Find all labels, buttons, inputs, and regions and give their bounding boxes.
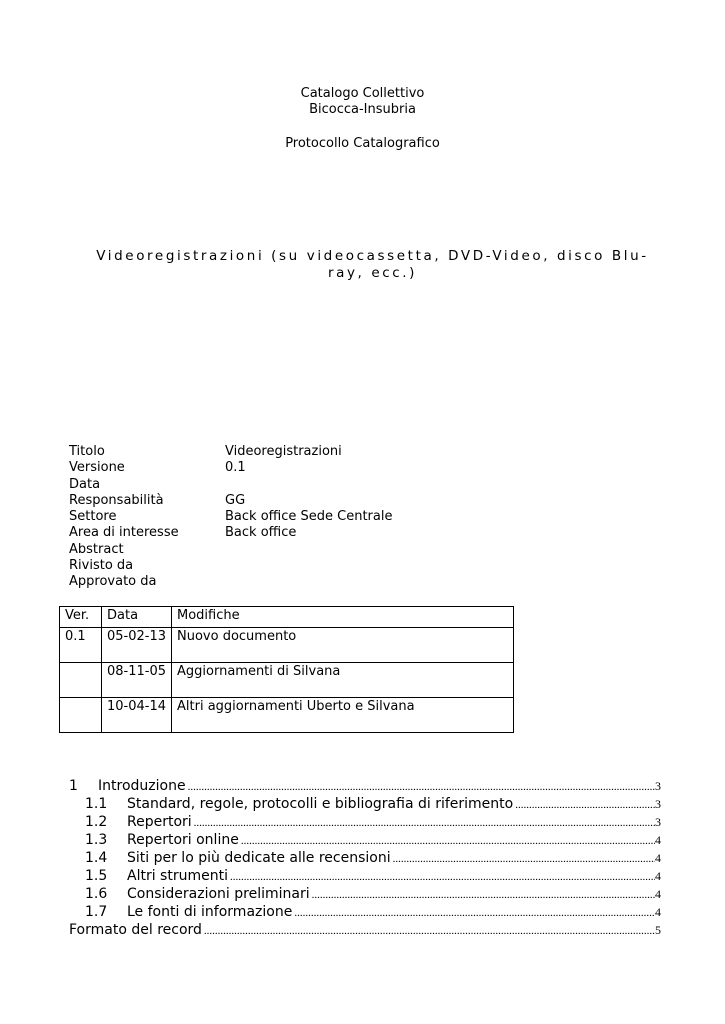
version-table [59, 606, 514, 733]
toc-number: 1.4 [85, 850, 108, 866]
toc-entry[interactable] [69, 850, 661, 868]
toc-page: 5 [655, 923, 661, 937]
table-cell: 0.1 [60, 628, 102, 663]
header-line: Protocollo Catalografico [285, 136, 440, 151]
info-label: Settore [69, 509, 117, 525]
toc-text: Repertori online [127, 832, 239, 848]
info-value: GG [225, 492, 246, 508]
info-row [69, 460, 392, 476]
info-row [69, 493, 392, 509]
info-row [69, 542, 392, 558]
toc-text: Considerazioni preliminari [127, 886, 310, 902]
toc-text: Repertori [127, 814, 192, 830]
table-row [60, 698, 514, 733]
toc-leader [188, 781, 655, 793]
toc-entry[interactable] [69, 796, 661, 814]
info-label: Titolo [69, 444, 105, 459]
info-row [69, 509, 392, 525]
table-of-contents [69, 778, 661, 940]
toc-page: 4 [655, 851, 661, 865]
toc-number: 1.2 [85, 814, 108, 830]
document-title: Videoregistrazioni (su videocassetta, DVD-Video, disco Blu-ray, ecc.) [96, 248, 649, 281]
toc-page: 3 [655, 779, 661, 793]
toc-page: 4 [655, 833, 661, 847]
toc-leader [312, 889, 655, 901]
toc-leader [393, 853, 655, 865]
table-cell: Nuovo documento [172, 628, 514, 663]
toc-leader [515, 799, 655, 811]
info-label: Versione [69, 460, 125, 476]
toc-entry[interactable] [69, 904, 661, 922]
info-label: Abstract [69, 541, 124, 557]
toc-text: Formato del record [69, 922, 202, 938]
info-row [69, 574, 392, 590]
table-cell: 05-02-13 [102, 628, 172, 663]
info-label: Rivisto da [69, 558, 134, 574]
toc-page: 4 [655, 905, 661, 919]
table-cell: 10-04-14 [102, 698, 172, 733]
info-value: Videoregistrazioni [225, 444, 342, 459]
toc-number: 1.6 [85, 886, 108, 902]
info-row [69, 525, 392, 541]
header-line: Bicocca-Insubria [309, 102, 416, 117]
toc-text: Introduzione [98, 778, 186, 794]
toc-leader [194, 817, 655, 829]
info-row [69, 444, 392, 460]
toc-leader [294, 907, 655, 919]
toc-entry[interactable] [69, 886, 661, 904]
toc-leader [241, 835, 655, 847]
header-line: Catalogo Collettivo [300, 86, 425, 101]
info-value: 0.1 [225, 460, 246, 476]
info-value: Back office Sede Centrale [225, 509, 393, 525]
column-header: Ver. [60, 607, 102, 628]
info-label: Data [69, 476, 101, 492]
toc-leader [230, 871, 655, 883]
table-row [60, 628, 514, 663]
toc-number: 1.5 [85, 868, 108, 884]
toc-text: Le fonti di informazione [127, 904, 293, 920]
toc-page: 4 [655, 869, 661, 883]
toc-entry[interactable] [69, 868, 661, 886]
toc-number: 1.3 [85, 832, 108, 848]
toc-page: 3 [655, 797, 661, 811]
column-header: Data [102, 607, 172, 628]
toc-number: 1.7 [85, 904, 108, 920]
toc-text: Altri strumenti [127, 868, 228, 884]
table-cell: 08-11-05 [102, 663, 172, 698]
info-row [69, 558, 392, 574]
table-cell: Altri aggiornamenti Uberto e Silvana [172, 698, 514, 733]
toc-page: 4 [655, 887, 661, 901]
toc-entry[interactable] [69, 832, 661, 850]
table-header-row [60, 607, 514, 628]
toc-entry[interactable] [69, 922, 661, 940]
info-value: Back office [225, 525, 297, 541]
toc-text: Siti per lo più dedicate alle recensioni [127, 850, 391, 866]
toc-page: 3 [655, 815, 661, 829]
toc-number: 1.1 [85, 796, 108, 812]
toc-number: 1 [69, 778, 78, 794]
table-cell [60, 698, 102, 733]
info-row [69, 477, 392, 493]
toc-leader [204, 925, 655, 937]
column-header: Modifiche [172, 607, 514, 628]
toc-text: Standard, regole, protocolli e bibliografia di riferimento [127, 796, 514, 812]
info-label: Responsabilità [69, 492, 164, 508]
info-label: Area di interesse [69, 525, 179, 541]
table-cell [60, 663, 102, 698]
table-cell: Aggiornamenti di Silvana [172, 663, 514, 698]
table-row [60, 663, 514, 698]
document-info [69, 444, 392, 591]
info-label: Approvato da [69, 574, 157, 590]
toc-entry[interactable] [69, 814, 661, 832]
toc-entry[interactable] [69, 778, 661, 796]
